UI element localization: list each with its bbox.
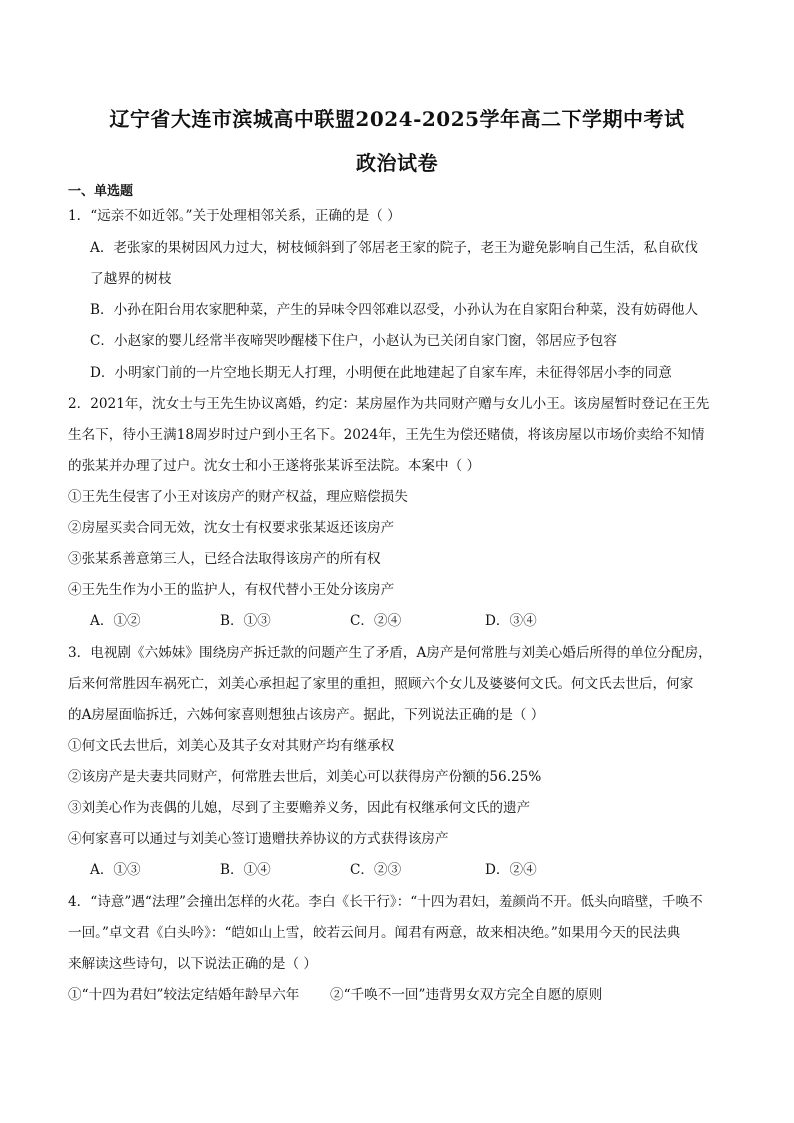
q3-statement-1: ①何文氏去世后，刘美心及其子女对其财产均有继承权 bbox=[68, 738, 395, 754]
q3-stem-line3: 的A房屋面临拆迁，六姊何家喜则想独占该房产。据此，下列说法正确的是（ ） bbox=[68, 707, 545, 723]
q3-choice-c: C．②③ bbox=[350, 862, 402, 878]
q3-stem-line1: 3．电视剧《六姊妹》围绕房产拆迁款的问题产生了矛盾，A房产是何常胜与刘美心婚后所得的单位分配房， bbox=[68, 645, 712, 661]
q1-option-c: C．小赵家的婴儿经常半夜啼哭吵醒楼下住户，小赵认为已关闭自家门窗，邻居应予包容 bbox=[90, 333, 617, 349]
exam-title: 辽宁省大连市滨城高中联盟2024-2025学年高二下学期中考试 bbox=[109, 107, 685, 131]
q2-statement-4: ④王先生作为小王的监护人，有权代替小王处分该房产 bbox=[68, 582, 395, 598]
q1-option-d: D．小明家门前的一片空地长期无人打理，小明便在此地建起了自家车库，未征得邻居小李的同意 bbox=[90, 365, 672, 381]
q4-statement-2: ②“千唤不一回”违背男女双方完全自愿的原则 bbox=[330, 987, 603, 1003]
q2-choice-c: C．②④ bbox=[350, 613, 402, 629]
q2-stem-line2: 生名下，待小王满18周岁时过户到小王名下。2024年，王先生为偿还赌债，将该房屋以市场价卖给不知情 bbox=[68, 427, 705, 443]
section-heading: 一、单选题 bbox=[68, 184, 134, 199]
q2-stem-line1: 2．2021年，沈女士与王先生协议离婚，约定：某房屋作为共同财产赠与女儿小王。该房屋暂时登记在王先 bbox=[68, 396, 710, 412]
q1-stem: 1．“远亲不如近邻。”关于处理相邻关系，正确的是（ ） bbox=[68, 208, 401, 224]
q3-statement-3: ③刘美心作为丧偶的儿媳，尽到了主要赡养义务，因此有权继承何文氏的遗产 bbox=[68, 800, 531, 816]
q2-statement-3: ③张某系善意第三人，已经合法取得该房产的所有权 bbox=[68, 551, 381, 567]
q1-option-a-cont: 了越界的树枝 bbox=[90, 271, 172, 287]
q2-stem-line3: 的张某并办理了过户。沈女士和小王遂将张某诉至法院。本案中（ ） bbox=[68, 458, 481, 474]
q4-statement-1: ①“十四为君妇”较法定结婚年龄早六年 bbox=[68, 987, 300, 1003]
q2-statement-2: ②房屋买卖合同无效，沈女士有权要求张某返还该房产 bbox=[68, 520, 395, 536]
q3-choice-d: D．②④ bbox=[485, 862, 537, 878]
q4-stem-line3: 来解读这些诗句，以下说法正确的是（ ） bbox=[68, 956, 318, 972]
q2-choice-a: A．①② bbox=[90, 613, 141, 629]
q3-stem-line2: 后来何常胜因车祸死亡，刘美心承担起了家里的重担，照顾六个女儿及婆婆何文氏。何文氏去世后，何家 bbox=[68, 676, 694, 692]
q2-choice-d: D．③④ bbox=[485, 613, 537, 629]
q3-choice-b: B．①④ bbox=[220, 862, 271, 878]
q1-option-b: B．小孙在阳台用农家肥种菜，产生的异味令四邻难以忍受，小孙认为在自家阳台种菜，没有妨碍他人 bbox=[90, 302, 699, 318]
q4-stem-line1: 4．“诗意”遇“法理”会撞出怎样的火花。李白《长干行》：“十四为君妇，羞颜尚不开。低头向暗壁，千唤不 bbox=[68, 894, 703, 910]
q2-choice-b: B．①③ bbox=[220, 613, 271, 629]
q3-choice-a: A．①③ bbox=[90, 862, 141, 878]
q3-statement-4: ④何家喜可以通过与刘美心签订遗赠扶养协议的方式获得该房产 bbox=[68, 831, 449, 847]
exam-subtitle: 政治试卷 bbox=[356, 151, 438, 175]
q4-stem-line2: 一回。”卓文君《白头吟》：“皑如山上雪，皎若云间月。闻君有两意，故来相决绝。”如果用今天的民法典 bbox=[68, 925, 681, 941]
q3-statement-2: ②该房产是夫妻共同财产，何常胜去世后，刘美心可以获得房产份额的56.25% bbox=[68, 769, 542, 785]
q1-option-a: A．老张家的果树因风力过大，树枝倾斜到了邻居老王家的院子，老王为避免影响自己生活，私自砍伐 bbox=[90, 240, 698, 256]
q2-statement-1: ①王先生侵害了小王对该房产的财产权益，理应赔偿损失 bbox=[68, 489, 408, 505]
